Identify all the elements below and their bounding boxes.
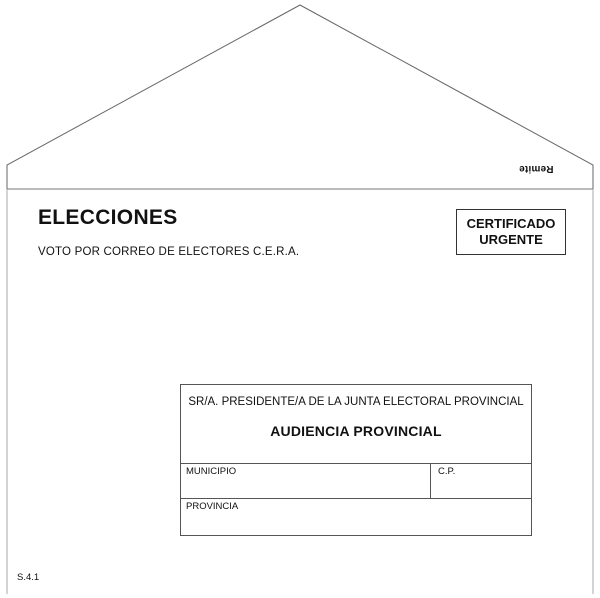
- provincia-label: PROVINCIA: [186, 501, 239, 512]
- municipio-field[interactable]: [181, 464, 431, 498]
- envelope-subtitle: VOTO POR CORREO DE ELECTORES C.E.R.A.: [38, 246, 300, 258]
- provincia-field[interactable]: [181, 498, 531, 535]
- cp-label: C.P.: [438, 466, 456, 477]
- urgent-label: URGENTE: [479, 232, 543, 247]
- municipio-cp-row: [181, 463, 531, 498]
- form-code: S.4.1: [17, 572, 40, 583]
- certified-urgent-box: [456, 209, 566, 255]
- certified-label: CERTIFICADO: [466, 216, 556, 231]
- flap-sender-label: Remite: [519, 163, 554, 174]
- envelope-flap-outline: [7, 5, 593, 190]
- municipio-label: MUNICIPIO: [186, 466, 237, 477]
- envelope-title: ELECCIONES: [38, 206, 178, 229]
- cp-field[interactable]: [431, 464, 531, 498]
- address-box: [180, 384, 532, 536]
- institution-line: AUDIENCIA PROVINCIAL: [270, 423, 442, 439]
- recipient-line: SR/A. PRESIDENTE/A DE LA JUNTA ELECTORAL PROVINCIAL: [188, 396, 524, 408]
